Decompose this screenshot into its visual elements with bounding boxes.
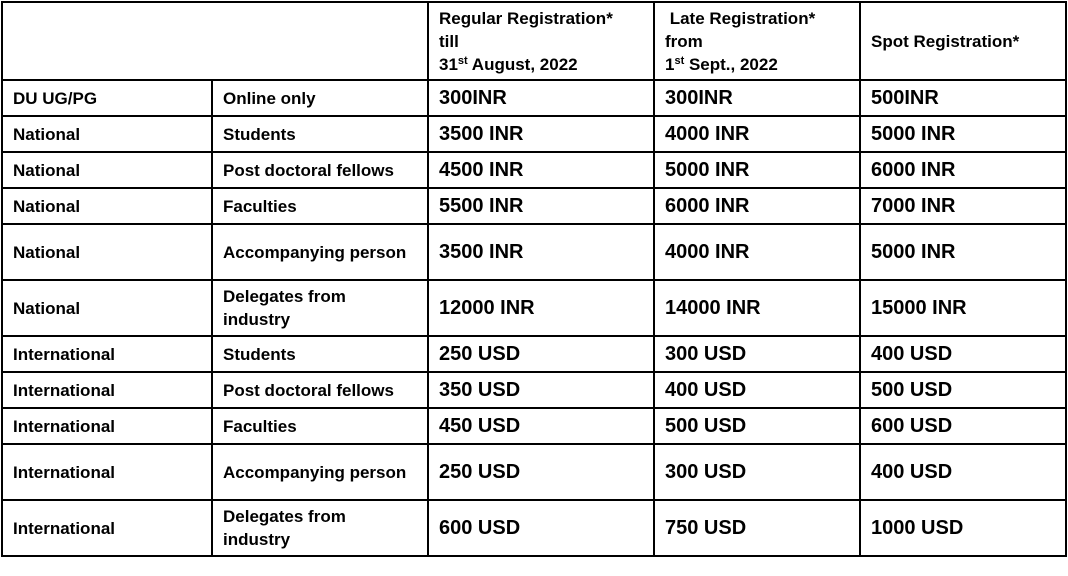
subcategory-cell: Accompanying person bbox=[212, 224, 428, 280]
late-fee-cell: 4000 INR bbox=[654, 224, 860, 280]
table-row bbox=[2, 336, 1066, 372]
category-cell: DU UG/PG bbox=[2, 80, 212, 116]
subcategory-cell: Delegates from industry bbox=[212, 500, 428, 556]
table-row bbox=[2, 372, 1066, 408]
late-fee-cell: 500 USD bbox=[654, 408, 860, 444]
header-regular-date bbox=[439, 53, 643, 76]
category-cell: International bbox=[2, 408, 212, 444]
late-fee-cell: 6000 INR bbox=[654, 188, 860, 224]
spot-fee-cell: 600 USD bbox=[860, 408, 1066, 444]
table-row bbox=[2, 444, 1066, 500]
header-late-registration bbox=[654, 2, 860, 80]
subcategory-cell: Delegates from industry bbox=[212, 280, 428, 336]
header-regular-date-suffix: st bbox=[457, 54, 468, 67]
header-late-date bbox=[665, 53, 849, 76]
category-cell: National bbox=[2, 280, 212, 336]
spot-fee-cell: 500INR bbox=[860, 80, 1066, 116]
header-late-date-rest: Sept., 2022 bbox=[684, 54, 778, 74]
subcategory-cell: Post doctoral fellows bbox=[212, 372, 428, 408]
table-row bbox=[2, 116, 1066, 152]
header-late-date-suffix: st bbox=[674, 54, 685, 67]
table-row bbox=[2, 500, 1066, 556]
spot-fee-cell: 400 USD bbox=[860, 336, 1066, 372]
regular-fee-cell: 12000 INR bbox=[428, 280, 654, 336]
subcategory-cell: Post doctoral fellows bbox=[212, 152, 428, 188]
late-fee-cell: 300 USD bbox=[654, 336, 860, 372]
regular-fee-cell: 3500 INR bbox=[428, 116, 654, 152]
subcategory-cell: Online only bbox=[212, 80, 428, 116]
header-spot-registration bbox=[860, 2, 1066, 80]
regular-fee-cell: 3500 INR bbox=[428, 224, 654, 280]
late-fee-cell: 300INR bbox=[654, 80, 860, 116]
regular-fee-cell: 250 USD bbox=[428, 444, 654, 500]
category-cell: International bbox=[2, 444, 212, 500]
subcategory-cell: Faculties bbox=[212, 188, 428, 224]
spot-fee-cell: 5000 INR bbox=[860, 116, 1066, 152]
table-header-row bbox=[2, 2, 1066, 80]
category-cell: International bbox=[2, 500, 212, 556]
header-regular-date-rest: August, 2022 bbox=[467, 54, 578, 74]
header-late-date-day: 1 bbox=[665, 54, 675, 74]
category-cell: International bbox=[2, 336, 212, 372]
header-spot-line1: Spot Registration* bbox=[871, 31, 1020, 51]
category-cell: National bbox=[2, 116, 212, 152]
late-fee-cell: 750 USD bbox=[654, 500, 860, 556]
category-cell: International bbox=[2, 372, 212, 408]
subcategory-cell: Faculties bbox=[212, 408, 428, 444]
category-cell: National bbox=[2, 152, 212, 188]
header-late-line1: Late Registration* bbox=[665, 8, 816, 28]
table-row bbox=[2, 224, 1066, 280]
spot-fee-cell: 6000 INR bbox=[860, 152, 1066, 188]
header-blank-cell bbox=[2, 2, 428, 80]
subcategory-cell: Accompanying person bbox=[212, 444, 428, 500]
regular-fee-cell: 600 USD bbox=[428, 500, 654, 556]
header-late-line2: from bbox=[665, 31, 703, 51]
table-row bbox=[2, 80, 1066, 116]
header-regular-line2: till bbox=[439, 31, 459, 51]
subcategory-cell: Students bbox=[212, 116, 428, 152]
header-regular-line1: Regular Registration* bbox=[439, 8, 613, 28]
spot-fee-cell: 15000 INR bbox=[860, 280, 1066, 336]
spot-fee-cell: 7000 INR bbox=[860, 188, 1066, 224]
table-row bbox=[2, 188, 1066, 224]
spot-fee-cell: 400 USD bbox=[860, 444, 1066, 500]
late-fee-cell: 5000 INR bbox=[654, 152, 860, 188]
regular-fee-cell: 5500 INR bbox=[428, 188, 654, 224]
late-fee-cell: 14000 INR bbox=[654, 280, 860, 336]
category-cell: National bbox=[2, 224, 212, 280]
late-fee-cell: 4000 INR bbox=[654, 116, 860, 152]
header-regular-date-day: 31 bbox=[439, 54, 458, 74]
table-row bbox=[2, 408, 1066, 444]
header-regular-registration bbox=[428, 2, 654, 80]
regular-fee-cell: 450 USD bbox=[428, 408, 654, 444]
regular-fee-cell: 4500 INR bbox=[428, 152, 654, 188]
registration-fee-table bbox=[1, 1, 1067, 557]
late-fee-cell: 400 USD bbox=[654, 372, 860, 408]
regular-fee-cell: 350 USD bbox=[428, 372, 654, 408]
late-fee-cell: 300 USD bbox=[654, 444, 860, 500]
regular-fee-cell: 300INR bbox=[428, 80, 654, 116]
table-row bbox=[2, 280, 1066, 336]
regular-fee-cell: 250 USD bbox=[428, 336, 654, 372]
table-row bbox=[2, 152, 1066, 188]
subcategory-cell: Students bbox=[212, 336, 428, 372]
spot-fee-cell: 500 USD bbox=[860, 372, 1066, 408]
spot-fee-cell: 1000 USD bbox=[860, 500, 1066, 556]
category-cell: National bbox=[2, 188, 212, 224]
spot-fee-cell: 5000 INR bbox=[860, 224, 1066, 280]
